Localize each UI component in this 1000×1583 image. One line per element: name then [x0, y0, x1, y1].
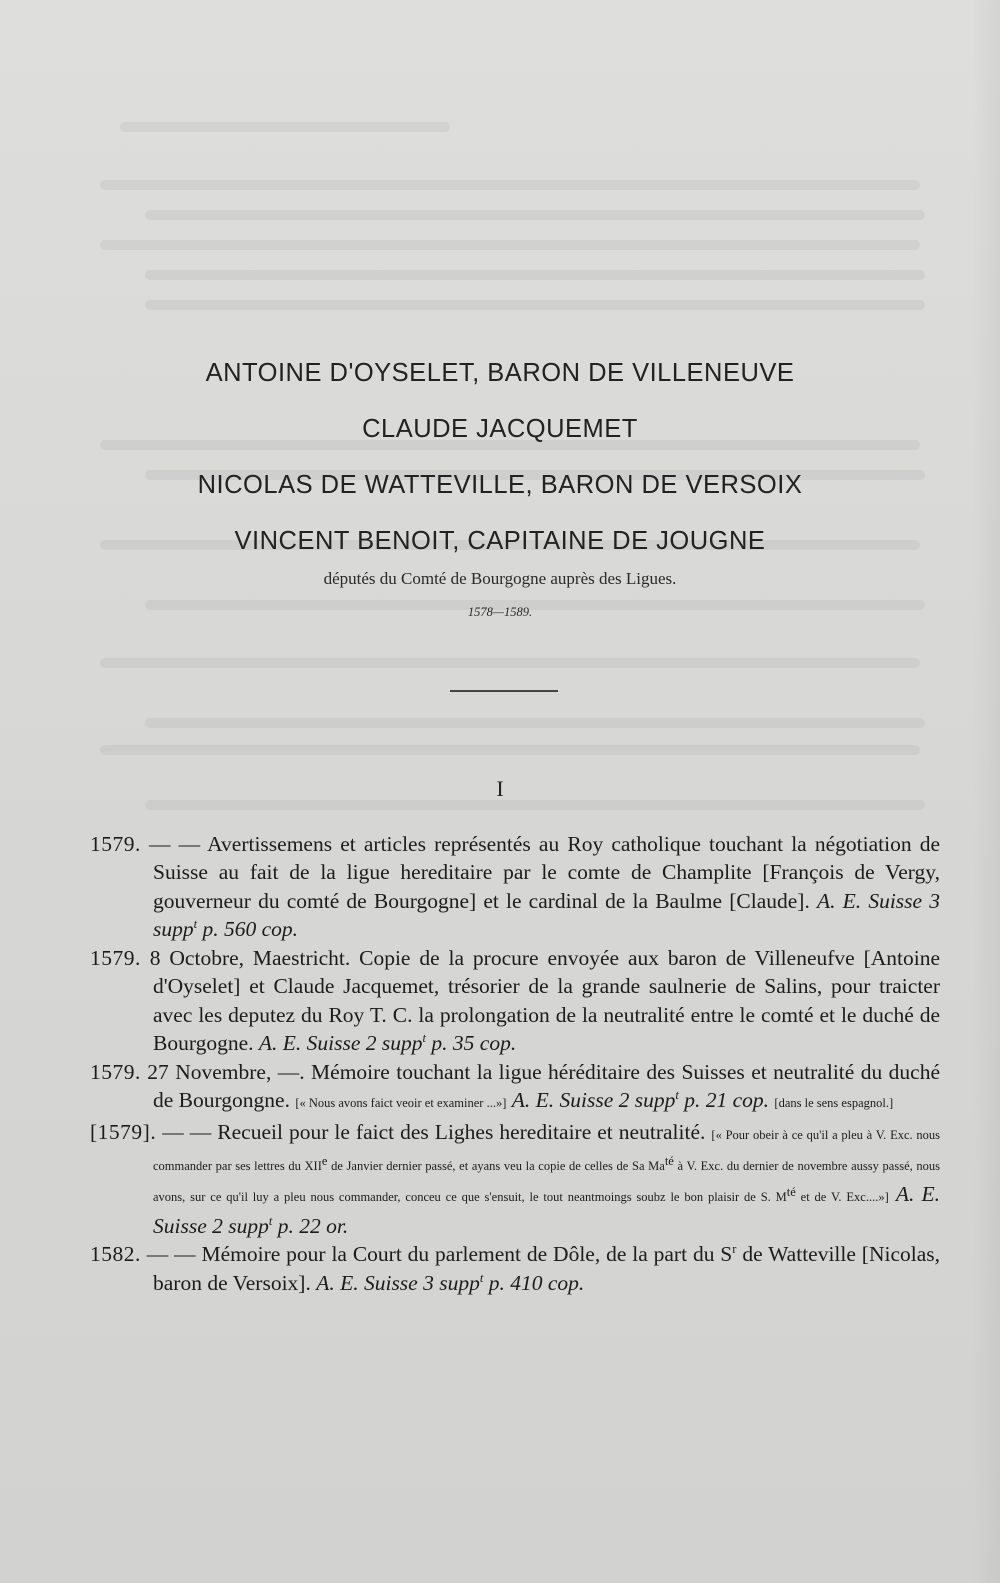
- heading-line-2: CLAUDE JACQUEMET: [362, 415, 638, 443]
- entry-year: 1579.: [90, 1059, 141, 1084]
- archive-reference: A. E. Suisse 2 supp$^t$ p. 21 cop.: [511, 1087, 770, 1113]
- heading-line-1: ANTOINE D'OYSELET, BARON DE VILLENEUVE: [205, 359, 795, 387]
- separator-rule: [450, 690, 558, 692]
- entry-note: [dans le sens espagnol.]: [774, 1096, 894, 1111]
- entry-note: [« Pour obeir à ce qu'il a pleu à V. Exc. nous commander par ses lettres du XIIe de Janvier dernier passé, et ayans veu la copie de celles de Sa $Ma^{té}$ à V. Exc. du dernier de novembre aussy passé, nous avons, sur ce qu'il luy a pleu nous commander, conceu ce que s'ensuit, le tout neantmoings soubz le bon plaisir de S. $M^{té}$ et de V. Exc....»]: [153, 1127, 941, 1205]
- list-item: [90, 944, 940, 1058]
- date-range: 1578—1589.: [467, 605, 533, 619]
- list-item: [90, 1240, 940, 1297]
- heading-line-4: VINCENT BENOIT, CAPITAINE DE JOUGNE: [234, 527, 766, 555]
- archive-reference: A. E. Suisse 2 supp$^t$ p. 22 or.: [153, 1182, 941, 1238]
- list-item: [90, 1058, 940, 1118]
- entry-year: 1582.: [90, 1242, 141, 1267]
- entry-year: [1579].: [90, 1119, 157, 1144]
- subtitle: députés du Comté de Bourgogne auprès des Ligues.: [323, 569, 677, 588]
- heading-block: [0, 358, 1000, 620]
- archive-reference: A. E. Suisse 3 supp$^t$ p. 560 cop.: [153, 888, 940, 942]
- entry-text: 27 Novembre, —. Mémoire touchant la ligue héréditaire des Suisses et neutralité du duché de Bourgongne.: [147, 1059, 940, 1113]
- section-number: I: [496, 776, 504, 801]
- entry-note: [« Nous avons faict veoir et examiner ...»]: [295, 1096, 507, 1111]
- archive-reference: A. E. Suisse 3 supp$^t$ p. 410 cop.: [316, 1270, 585, 1296]
- archive-reference: A. E. Suisse 2 supp$^t$ p. 35 cop.: [258, 1031, 517, 1056]
- entry-text: 8 Octobre, Maestricht. Copie de la procure envoyée aux baron de Villeneufve [Antoine d'Oyselet] et Claude Jacquemet, trésorier de la grande saulnerie de Salins, pour traicter avec les deputez du Roy T. C. la prolongation de la neutralité entre le comté et le duché de Bourgogne.: [149, 945, 941, 1056]
- entry-year: 1579.: [90, 832, 141, 856]
- entry-text: — — Mémoire pour la Court du parlement de Dôle, de la part du $S^r$ de Watteville [Nicolas, baron de Versoix].: [146, 1242, 940, 1296]
- page-edge-shadow: [972, 0, 1000, 1583]
- entry-list: [90, 830, 940, 1297]
- list-item: [90, 1118, 940, 1241]
- list-item: [90, 830, 940, 944]
- heading-line-3: NICOLAS DE WATTEVILLE, BARON DE VERSOIX: [197, 471, 803, 499]
- entry-text: — — Avertissemens et articles représentés au Roy catholique touchant la négotiation de Suisse au fait de la ligue hereditaire par le comte de Champlite [François de Vergy, gouverneur du comté de Bourgogne] et le cardinal de la Baulme [Claude].: [149, 832, 941, 913]
- entry-year: 1579.: [90, 945, 141, 970]
- entry-text: — — Recueil pour le faict des Lighes hereditaire et neutralité.: [162, 1119, 706, 1144]
